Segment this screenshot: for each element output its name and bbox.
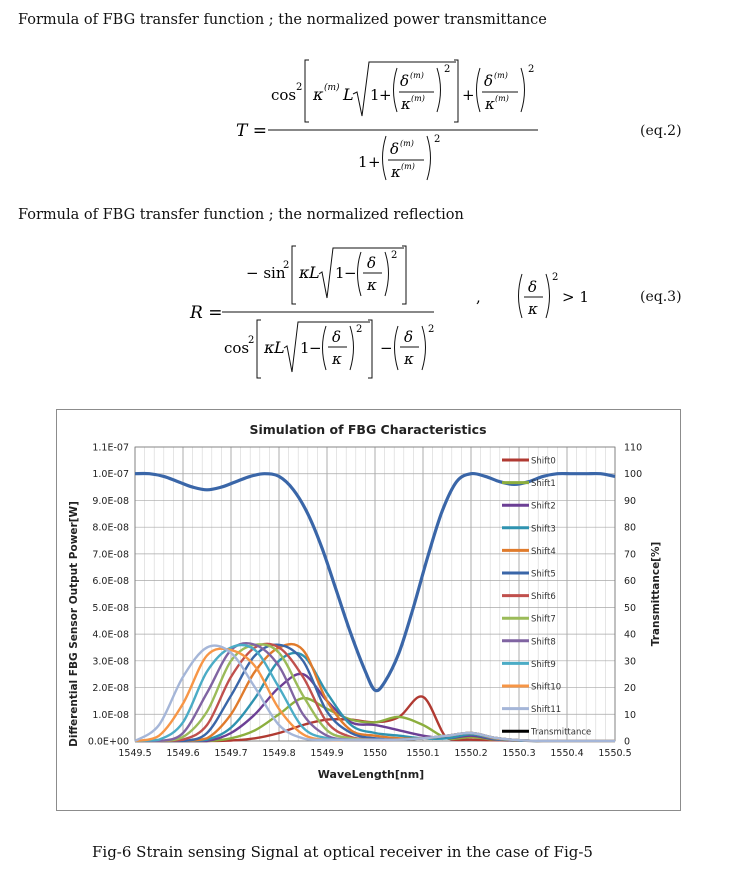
- eq3-lhs: R =: [190, 303, 223, 323]
- legend-label: Shift0: [531, 456, 556, 467]
- svg-text:2: 2: [552, 272, 559, 283]
- svg-text:κ: κ: [485, 95, 495, 113]
- y2-tick-label: 80: [624, 522, 637, 534]
- y2-tick-label: 20: [624, 683, 637, 695]
- legend-label: Shift2: [531, 501, 556, 512]
- x-tick-label: 1549.5: [118, 748, 152, 759]
- x-tick-label: 1550.2: [454, 748, 488, 759]
- svg-text:2: 2: [391, 250, 398, 261]
- svg-text:2: 2: [428, 324, 435, 335]
- eq2-lhs: T =: [236, 121, 267, 141]
- y2-tick-label: 100: [624, 469, 643, 481]
- eq2-label: (eq.2): [640, 123, 682, 139]
- x-tick-label: 1550: [362, 748, 388, 759]
- svg-text:L: L: [274, 338, 285, 357]
- eq3-neg-sin: − sin: [246, 264, 286, 282]
- y2-tick-label: 40: [624, 629, 637, 641]
- reflection-formula-heading: Formula of FBG transfer function ; the normalized reflection: [18, 207, 464, 223]
- svg-text:κ: κ: [332, 350, 342, 368]
- svg-text:(m): (m): [410, 71, 424, 80]
- chart-title: Simulation of FBG Characteristics: [249, 422, 487, 437]
- eq2-plus: +: [379, 86, 392, 104]
- chart-svg: [57, 410, 680, 810]
- svg-text:1: 1: [300, 339, 310, 357]
- x-tick-label: 1549.8: [262, 748, 296, 759]
- y2-tick-label: 0: [624, 736, 631, 748]
- x-tick-label: 1550.4: [550, 748, 584, 759]
- eq2-cos: cos: [271, 86, 297, 104]
- y-tick-label: 3.0E-08: [92, 656, 129, 668]
- legend-label: Shift5: [531, 569, 556, 580]
- svg-text:δ: δ: [484, 72, 494, 90]
- svg-text:L: L: [309, 263, 320, 282]
- eq3-condition: > 1: [562, 288, 589, 306]
- eq2-delta-num: δ: [400, 72, 410, 90]
- svg-text:(m): (m): [495, 94, 509, 103]
- y2-tick-label: 30: [624, 656, 637, 668]
- legend-label: Shift8: [531, 637, 556, 648]
- x-tick-label: 1549.7: [214, 748, 248, 759]
- legend-label: Shift4: [531, 546, 556, 557]
- svg-text:κ: κ: [299, 263, 310, 282]
- eq2-L: L: [343, 85, 354, 104]
- svg-text:δ: δ: [367, 254, 377, 272]
- x-tick-label: 1550.3: [502, 748, 536, 759]
- x-tick-label: 1550.1: [406, 748, 440, 759]
- eq2-kappa: κ: [313, 85, 324, 104]
- y-tick-label: 6.0E-08: [92, 576, 129, 588]
- svg-text:−: −: [380, 339, 393, 357]
- svg-text:(m): (m): [400, 139, 414, 148]
- legend-label: Shift10: [531, 682, 562, 693]
- svg-text:(m): (m): [494, 71, 508, 80]
- legend-label: Shift7: [531, 614, 556, 625]
- svg-text:(m): (m): [401, 162, 415, 171]
- svg-text:−: −: [309, 339, 322, 357]
- svg-text:+: +: [368, 153, 381, 171]
- y2-tick-label: 110: [624, 442, 643, 454]
- legend-label: Shift9: [531, 659, 556, 670]
- svg-text:δ: δ: [332, 328, 342, 346]
- legend-label: Shift6: [531, 592, 556, 603]
- svg-text:δ: δ: [404, 328, 414, 346]
- legend-label: Transmittance: [531, 727, 592, 738]
- svg-text:κ: κ: [404, 350, 414, 368]
- y-axis-label: Differential FBG Sensor Output Power[W]: [68, 501, 80, 747]
- svg-text:δ: δ: [528, 278, 538, 296]
- y-tick-label: 7.0E-08: [92, 549, 129, 561]
- eq3-label: (eq.3): [640, 289, 682, 305]
- figure-caption: Fig-6 Strain sensing Signal at optical receiver in the case of Fig-5: [92, 843, 593, 861]
- eq2-den-one: 1: [358, 153, 368, 171]
- y-tick-label: 4.0E-08: [92, 629, 129, 641]
- x-tick-label: 1550.5: [598, 748, 632, 759]
- eq2-one: 1: [370, 86, 380, 104]
- svg-text:2: 2: [434, 134, 441, 145]
- eq2-kappa-m: (m): [324, 83, 340, 93]
- svg-text:κ: κ: [367, 276, 377, 294]
- svg-text:κ: κ: [391, 163, 401, 181]
- y-tick-label: 9.0E-08: [92, 495, 129, 507]
- eq2-cos-sq: 2: [296, 82, 303, 93]
- y-tick-label: 1.0E-08: [92, 709, 129, 721]
- svg-text:2: 2: [283, 260, 290, 271]
- y-tick-label: 8.0E-08: [92, 522, 129, 534]
- svg-text:−: −: [344, 264, 357, 282]
- legend-label: Shift11: [531, 705, 562, 716]
- y2-tick-label: 10: [624, 709, 637, 721]
- x-tick-label: 1549.6: [166, 748, 200, 759]
- legend-label: Shift3: [531, 524, 556, 535]
- legend-label: Shift1: [531, 479, 556, 490]
- y-tick-label: 1.0E-07: [92, 469, 129, 481]
- eq2-kappa-den: κ: [401, 95, 411, 113]
- y2-tick-label: 50: [624, 602, 637, 614]
- y-tick-label: 2.0E-08: [92, 683, 129, 695]
- y-tick-label: 0.0E+00: [87, 736, 129, 748]
- svg-text:κ: κ: [528, 300, 538, 318]
- svg-text:cos: cos: [224, 339, 250, 357]
- svg-text:κ: κ: [264, 338, 275, 357]
- svg-text:1: 1: [335, 264, 345, 282]
- svg-text:2: 2: [444, 64, 451, 75]
- svg-text:δ: δ: [390, 140, 400, 158]
- svg-text:2: 2: [356, 324, 363, 335]
- y2-tick-label: 70: [624, 549, 637, 561]
- svg-text:+: +: [462, 86, 475, 104]
- y-tick-label: 1.1E-07: [92, 442, 129, 454]
- x-tick-label: 1549.9: [310, 748, 344, 759]
- y2-tick-label: 60: [624, 576, 637, 588]
- y2-axis-label: Transmittance[%]: [650, 541, 662, 647]
- equation-3: [0, 240, 745, 400]
- x-axis-label: WaveLength[nm]: [317, 768, 425, 781]
- svg-text:,: ,: [476, 288, 481, 306]
- y2-tick-label: 90: [624, 495, 637, 507]
- y-tick-label: 5.0E-08: [92, 602, 129, 614]
- fbg-simulation-chart: [56, 409, 681, 811]
- svg-text:2: 2: [528, 64, 535, 75]
- transmittance-formula-heading: Formula of FBG transfer function ; the normalized power transmittance: [18, 12, 547, 28]
- svg-text:2: 2: [248, 335, 255, 346]
- svg-text:(m): (m): [411, 94, 425, 103]
